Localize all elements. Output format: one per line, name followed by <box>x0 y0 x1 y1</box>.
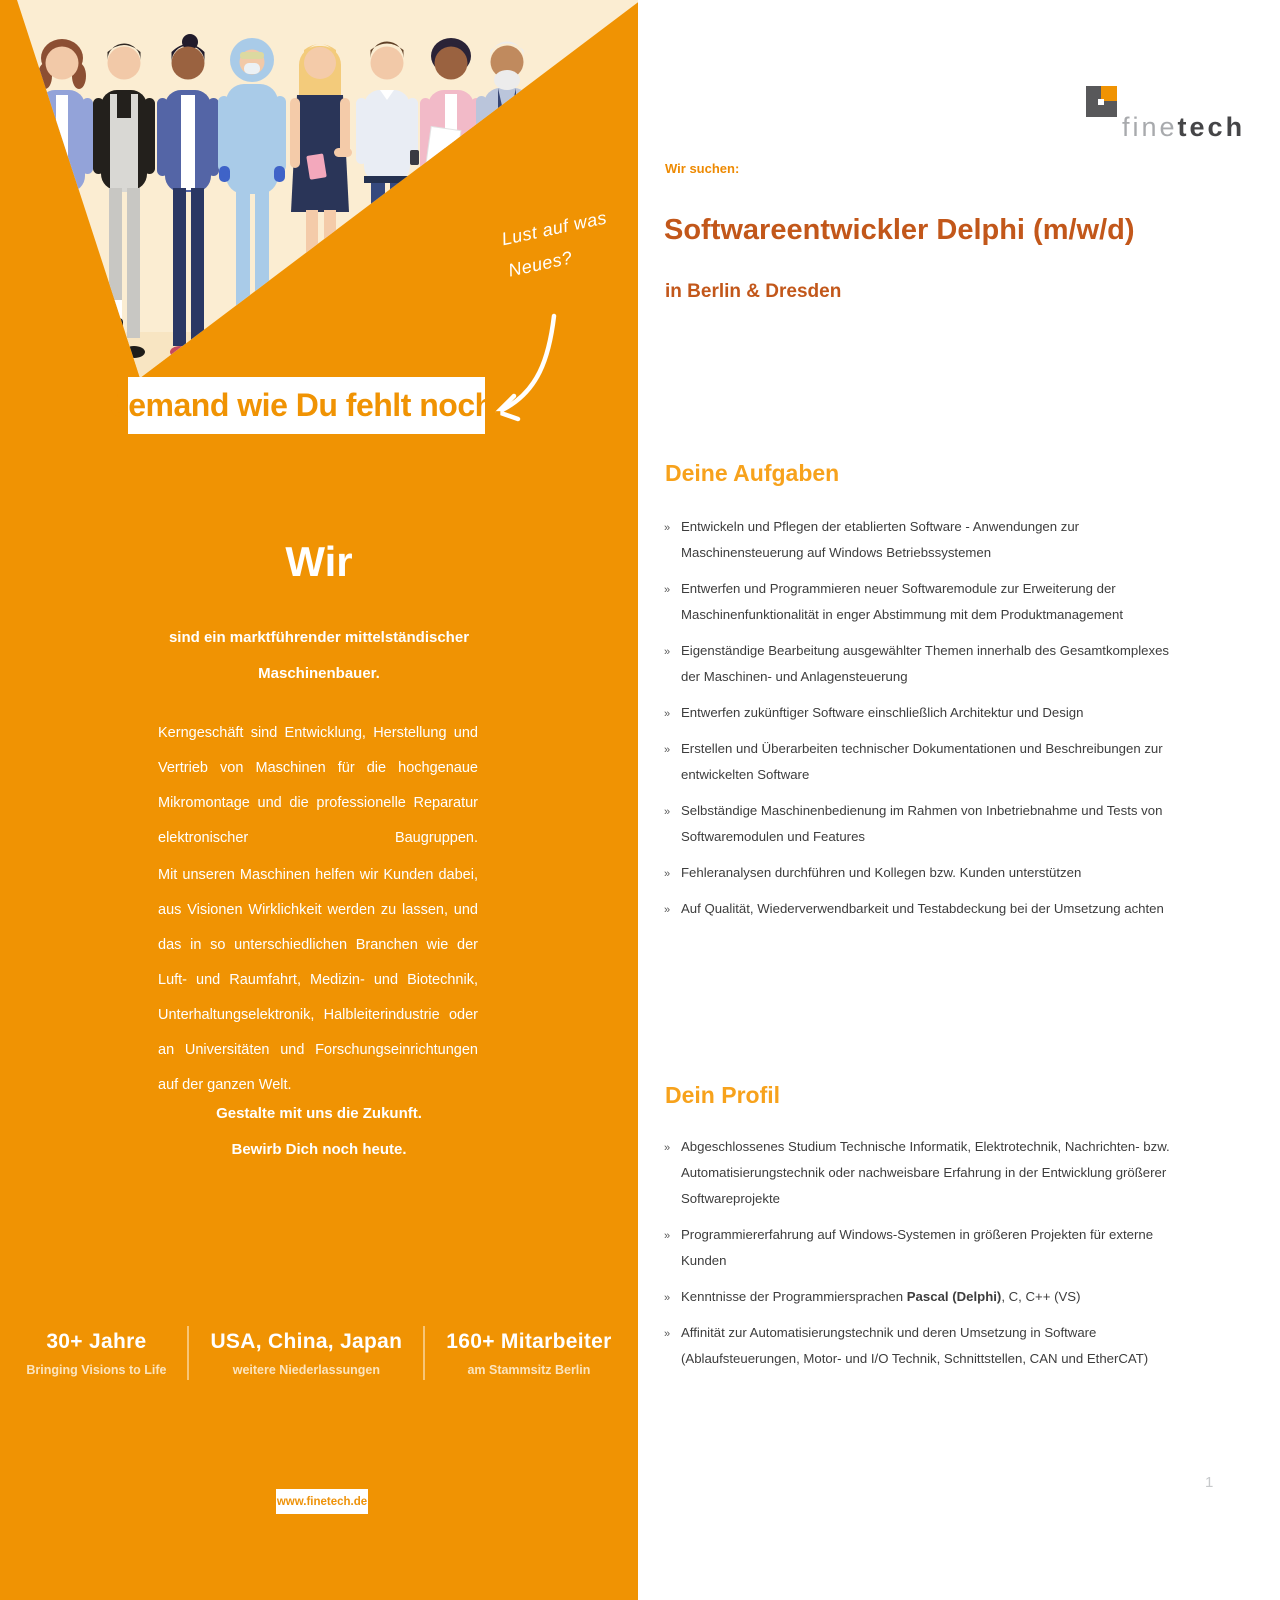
left-panel <box>0 0 638 1600</box>
intro-subtitle <box>0 620 638 692</box>
stat-label: am Stammsitz Berlin <box>467 1362 591 1377</box>
bullet-icon: » <box>664 744 671 756</box>
finetech-logo-icon <box>1086 86 1117 117</box>
list-item: » Erstellen und Überarbeiten technischer Dokumentationen und Beschreibungen zur entwickelten Software <box>664 736 1186 788</box>
bullet-icon: » <box>664 806 671 818</box>
stat-locations <box>189 1330 423 1377</box>
stat-value: USA, China, Japan <box>210 1329 403 1353</box>
list-item: » Fehleranalysen durchführen und Kollegen bzw. Kunden unterstützen <box>664 860 1186 886</box>
note-line-2: Neues? <box>506 247 575 281</box>
stat-value: 30+ Jahre <box>46 1329 147 1353</box>
person-engineer <box>157 34 219 358</box>
list-item: » Programmiererfahrung auf Windows-Systemen in größeren Projekten für externe Kunden <box>664 1222 1186 1274</box>
list-item: » Abgeschlossenes Studium Technische Informatik, Elektrotechnik, Nachrichten- bzw. Automatisierungstechnik oder nachweisbare Erfahrung in der Entwicklung größerer Softwareprojekte <box>664 1134 1186 1212</box>
call-to-action <box>0 1096 638 1168</box>
list-item: » Entwerfen und Programmieren neuer Softwaremodule zur Erweiterung der Maschinenfunktionalität in enger Abstimmung mit dem Produktmanagement <box>664 576 1186 628</box>
person-technician <box>93 44 155 359</box>
list-item: » Entwickeln und Pflegen der etablierten Software - Anwendungen zur Maschinensteuerung auf Windows Betriebssystemen <box>664 514 1186 566</box>
intro-title: Wir <box>285 538 353 585</box>
bullet-icon: » <box>664 1230 671 1242</box>
bullet-icon: » <box>664 904 671 916</box>
person-cleanroom-suit <box>218 38 286 355</box>
bullet-icon: » <box>664 1328 671 1340</box>
bullet-icon: » <box>664 868 671 880</box>
handwritten-note <box>499 202 617 287</box>
cta-line-1: Gestalte mit uns die Zukunft. <box>216 1105 422 1122</box>
person-assistant <box>420 38 482 308</box>
list-item: » Kenntnisse der Programmiersprachen Pascal (Delphi), C, C++ (VS) <box>664 1284 1186 1310</box>
content-panel <box>638 0 1280 1600</box>
bullet-icon: » <box>664 1292 671 1304</box>
person-scientist <box>31 39 93 358</box>
person-manager <box>290 44 352 354</box>
profile-list <box>664 1134 1186 1382</box>
job-title: Softwareentwickler Delphi (m/w/d) <box>664 214 1135 246</box>
stat-employees <box>425 1330 632 1377</box>
stat-label: weitere Niederlassungen <box>232 1362 381 1377</box>
company-stats <box>0 1326 638 1380</box>
tasks-list <box>664 514 1186 932</box>
bullet-icon: » <box>664 708 671 720</box>
company-paragraph-1: Kerngeschäft sind Entwicklung, Herstellung und Vertrieb von Maschinen für die hochgenaue Mikromontage und die professionelle Reparatur elektronischer Baugruppen. <box>158 725 478 846</box>
person-salesman <box>356 42 419 347</box>
bullet-icon: » <box>664 584 671 596</box>
job-location: in Berlin & Dresden <box>665 281 842 302</box>
bullet-icon: » <box>664 522 671 534</box>
intro-subtitle-line-1: sind ein marktführender mittelständischer <box>168 629 470 646</box>
tasks-heading: Deine Aufgaben <box>665 460 840 486</box>
finetech-logo-text <box>1122 112 1245 143</box>
bullet-icon: » <box>664 1142 671 1154</box>
profile-heading: Dein Profil <box>665 1082 781 1108</box>
stat-label: Bringing Visions to Life <box>26 1362 167 1377</box>
list-item: » Auf Qualität, Wiederverwendbarkeit und Testabdeckung bei der Umsetzung achten <box>664 896 1186 922</box>
list-item: » Affinität zur Automatisierungstechnik und deren Umsetzung in Software (Ablaufsteuerungen, Motor- und I/O Technik, Schnittstellen, CAN und EtherCAT) <box>664 1320 1186 1372</box>
page-number: 1 <box>1205 1474 1214 1491</box>
bullet-icon: » <box>664 646 671 658</box>
logo-text-fine: fine <box>1122 112 1178 142</box>
vacancy-kicker: Wir suchen: <box>665 161 740 176</box>
headline-banner-text: Jemand wie Du fehlt noch. <box>110 387 503 423</box>
company-paragraph-2: Mit unseren Maschinen helfen wir Kunden dabei, aus Visionen Wirklichkeit werden zu lassen, und das in so unterschiedlichen Branchen wie der Luft- und Raumfahrt, Medizin- und Biotechnik, Unterhaltungselektronik, Halbleiterindustrie oder an Universitäten und Forschungseinrichtungen auf der ganzen Welt. <box>158 867 478 1093</box>
website-badge[interactable]: www.finetech.de <box>276 1489 368 1514</box>
stat-years <box>5 1330 187 1377</box>
headline-banner <box>110 377 503 434</box>
person-senior <box>476 42 538 189</box>
intro-subtitle-line-2: Maschinenbauer. <box>258 665 380 682</box>
note-line-1: Lust auf was <box>499 207 609 250</box>
list-item: » Eigenständige Bearbeitung ausgewählter Themen innerhalb des Gesamtkomplexes der Maschinen- und Anlagensteuerung <box>664 638 1186 690</box>
stat-value: 160+ Mitarbeiter <box>446 1329 612 1353</box>
list-item: » Entwerfen zukünftiger Software einschließlich Architektur und Design <box>664 700 1186 726</box>
finetech-logo <box>1086 86 1256 150</box>
cta-line-2: Bewirb Dich noch heute. <box>231 1141 407 1158</box>
logo-text-tech: tech <box>1177 112 1246 142</box>
list-item: » Selbständige Maschinenbedienung im Rahmen von Inbetriebnahme und Tests von Softwaremodulen und Features <box>664 798 1186 850</box>
